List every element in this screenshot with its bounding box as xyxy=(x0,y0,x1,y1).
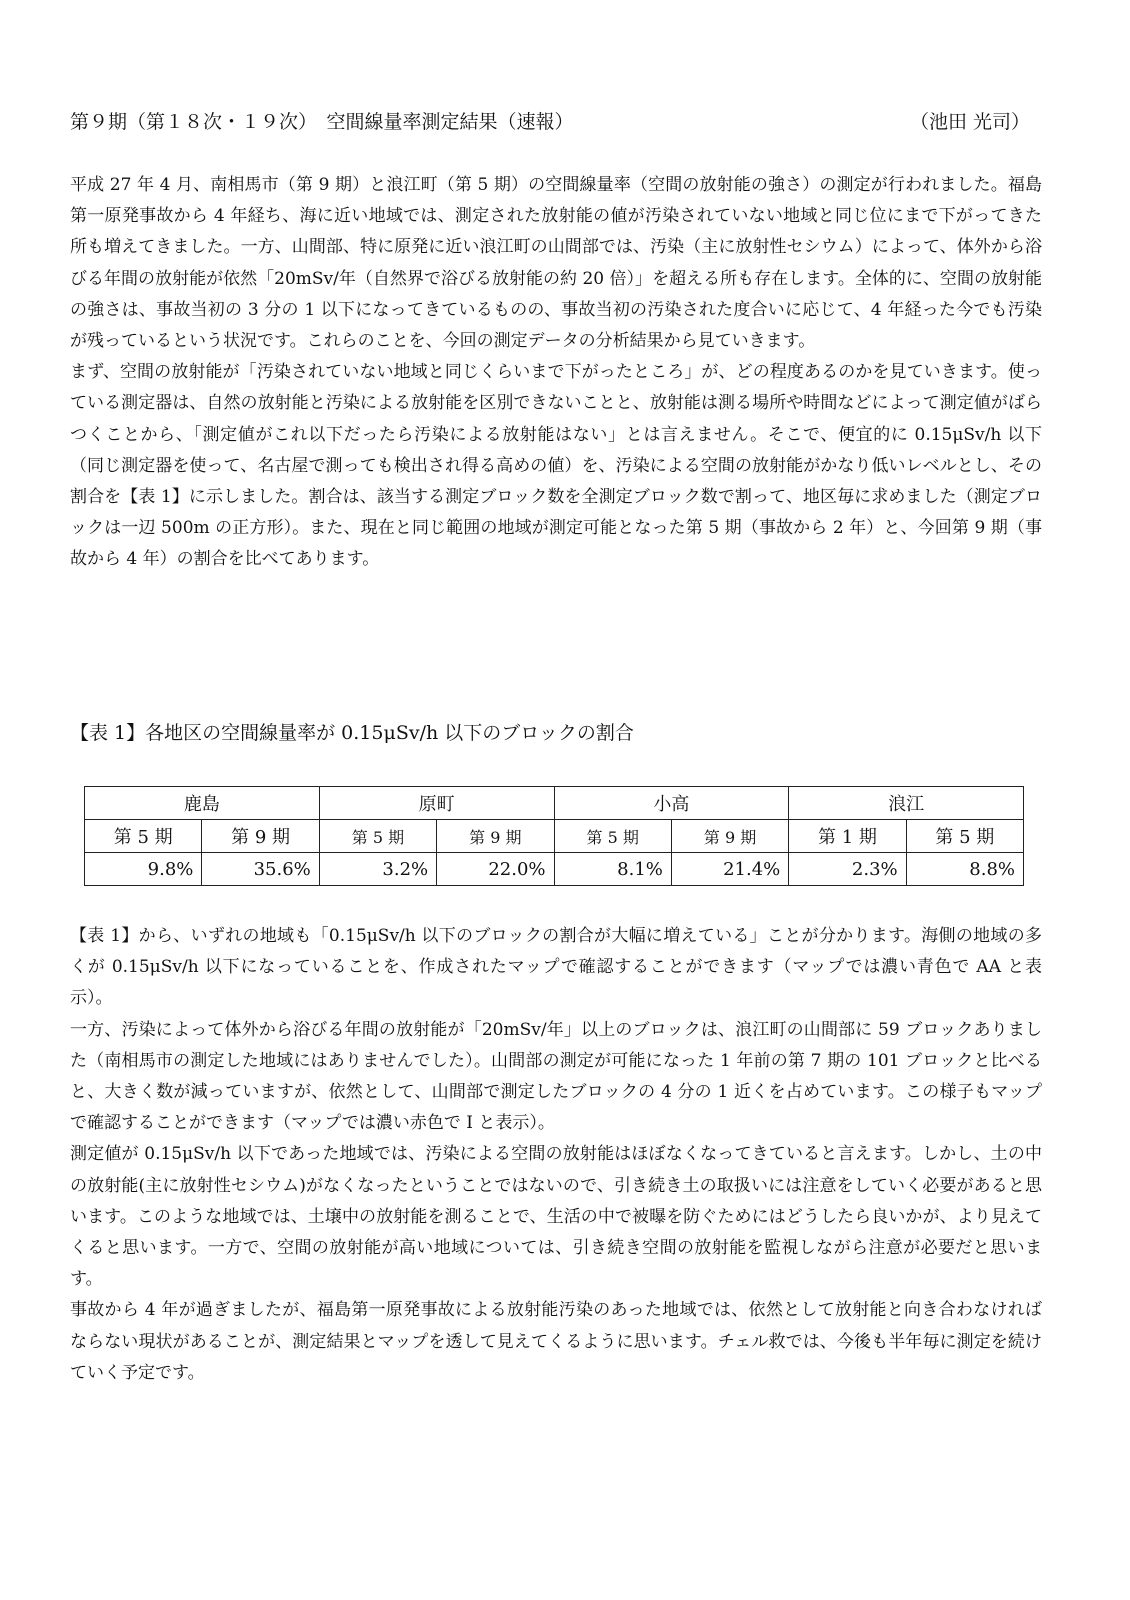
results-table xyxy=(84,786,1024,886)
period-cell: 第 5 期 xyxy=(906,820,1023,853)
period-cell: 第 1 期 xyxy=(789,820,906,853)
region-namie: 浪江 xyxy=(789,787,1024,820)
region-haramachi: 原町 xyxy=(319,787,554,820)
value-row xyxy=(85,853,1024,886)
value-cell: 35.6% xyxy=(202,853,319,886)
period-cell: 第 5 期 xyxy=(319,820,436,853)
document-header xyxy=(70,104,1030,140)
document-title: 第９期（第１８次・１９次） 空間線量率測定結果（速報） xyxy=(70,111,574,133)
intro-paragraph: 平成 27 年 4 月、南相馬市（第 9 期）と浪江町（第 5 期）の空間線量率（空間の放射能の強さ）の測定が行われました。福島第一原発事故から 4 年経ち、海に近い地域では、測定された放射能の値が汚染されていない地域と同じ位にまで下がってきた所も増えてきました。一方、山間部、特に原発に近い浪江町の山間部では、汚染（主に放射性セシウム）によって、体外から浴びる年間の放射能が依然「20mSv/年（自然界で浴びる放射能の約 20 倍）」を超える所も存在します。全体的に、空間の放射能の強さは、事故当初の 3 分の 1 以下になってきているものの、事故当初の汚染された度合いに応じて、4 年経った今でも汚染が残っているという状況です。これらのことを、今回の測定データの分析結果から見ていきます。 xyxy=(70,175,1042,352)
region-header-row xyxy=(85,787,1024,820)
body-lower xyxy=(70,921,1042,1389)
table-caption: 【表 1】各地区の空間線量率が 0.15μSv/h 以下のブロックの割合 xyxy=(70,722,634,744)
closing-paragraph: 事故から 4 年が過ぎましたが、福島第一原発事故による放射能汚染のあった地域では、依然として放射能と向き合わなければならない現状があることが、測定結果とマップを透して見えてくるように思います。チェル救では、今後も半年毎に測定を続けていく予定です。 xyxy=(70,1300,1042,1383)
period-header-row xyxy=(85,820,1024,853)
period-cell: 第 9 期 xyxy=(437,820,554,853)
result-paragraph-2: 一方、汚染によって体外から浴びる年間の放射能が「20mSv/年」以上のブロックは、浪江町の山間部に 59 ブロックありました（南相馬市の測定した地域にはありませんでした）。山間部の測定が可能になった 1 年前の第 7 期の 101 ブロックと比べると、大きく数が減っていますが、依然として、山間部で測定したブロックの 4 分の 1 近くを占めています。この様子もマップで確認することができます（マップでは濃い赤色で I と表示）。 xyxy=(70,1019,1042,1134)
value-cell: 2.3% xyxy=(789,853,906,886)
author-name: （池田 光司） xyxy=(909,111,1030,133)
value-cell: 22.0% xyxy=(437,853,554,886)
value-cell: 8.8% xyxy=(906,853,1023,886)
body-upper xyxy=(70,170,1042,576)
value-cell: 9.8% xyxy=(85,853,202,886)
period-cell: 第 5 期 xyxy=(85,820,202,853)
region-kashima: 鹿島 xyxy=(85,787,320,820)
value-cell: 21.4% xyxy=(671,853,788,886)
period-cell: 第 9 期 xyxy=(671,820,788,853)
period-cell: 第 5 期 xyxy=(554,820,671,853)
period-cell: 第 9 期 xyxy=(202,820,319,853)
region-odaka: 小高 xyxy=(554,787,789,820)
result-paragraph-3: 測定値が 0.15μSv/h 以下であった地域では、汚染による空間の放射能はほぼなくなってきていると言えます。しかし、土の中の放射能(主に放射性セシウム)がなくなったということではないので、引き続き土の取扱いには注意をしていく必要があると思います。このような地域では、土壌中の放射能を測ることで、生活の中で被曝を防ぐためにはどうしたら良いかが、より見えてくると思います。一方で、空間の放射能が高い地域については、引き続き空間の放射能を監視しながら注意が必要だと思います。 xyxy=(70,1144,1042,1290)
method-paragraph: まず、空間の放射能が「汚染されていない地域と同じくらいまで下がったところ」が、どの程度あるのかを見ていきます。使っている測定器は、自然の放射能と汚染による放射能を区別できないことと、放射能は測る場所や時間などによって測定値がばらつくことから、「測定値がこれ以下だったら汚染による放射能はない」とは言えません。そこで、便宜的に 0.15μSv/h 以下（同じ測定器を使って、名古屋で測っても検出され得る高めの値）を、汚染による空間の放射能がかなり低いレベルとし、その割合を【表 1】に示しました。割合は、該当する測定ブロック数を全測定ブロック数で割って、地区毎に求めました（測定ブロックは一辺 500m の正方形）。また、現在と同じ範囲の地域が測定可能となった第 5 期（事故から 2 年）と、今回第 9 期（事故から 4 年）の割合を比べてあります。 xyxy=(70,362,1042,570)
result-paragraph-1: 【表 1】から、いずれの地域も「0.15μSv/h 以下のブロックの割合が大幅に増えている」ことが分かります。海側の地域の多くが 0.15μSv/h 以下になっていることを、作成されたマップで確認することができます（マップでは濃い青色で AA と表示）。 xyxy=(70,926,1042,1009)
value-cell: 3.2% xyxy=(319,853,436,886)
value-cell: 8.1% xyxy=(554,853,671,886)
